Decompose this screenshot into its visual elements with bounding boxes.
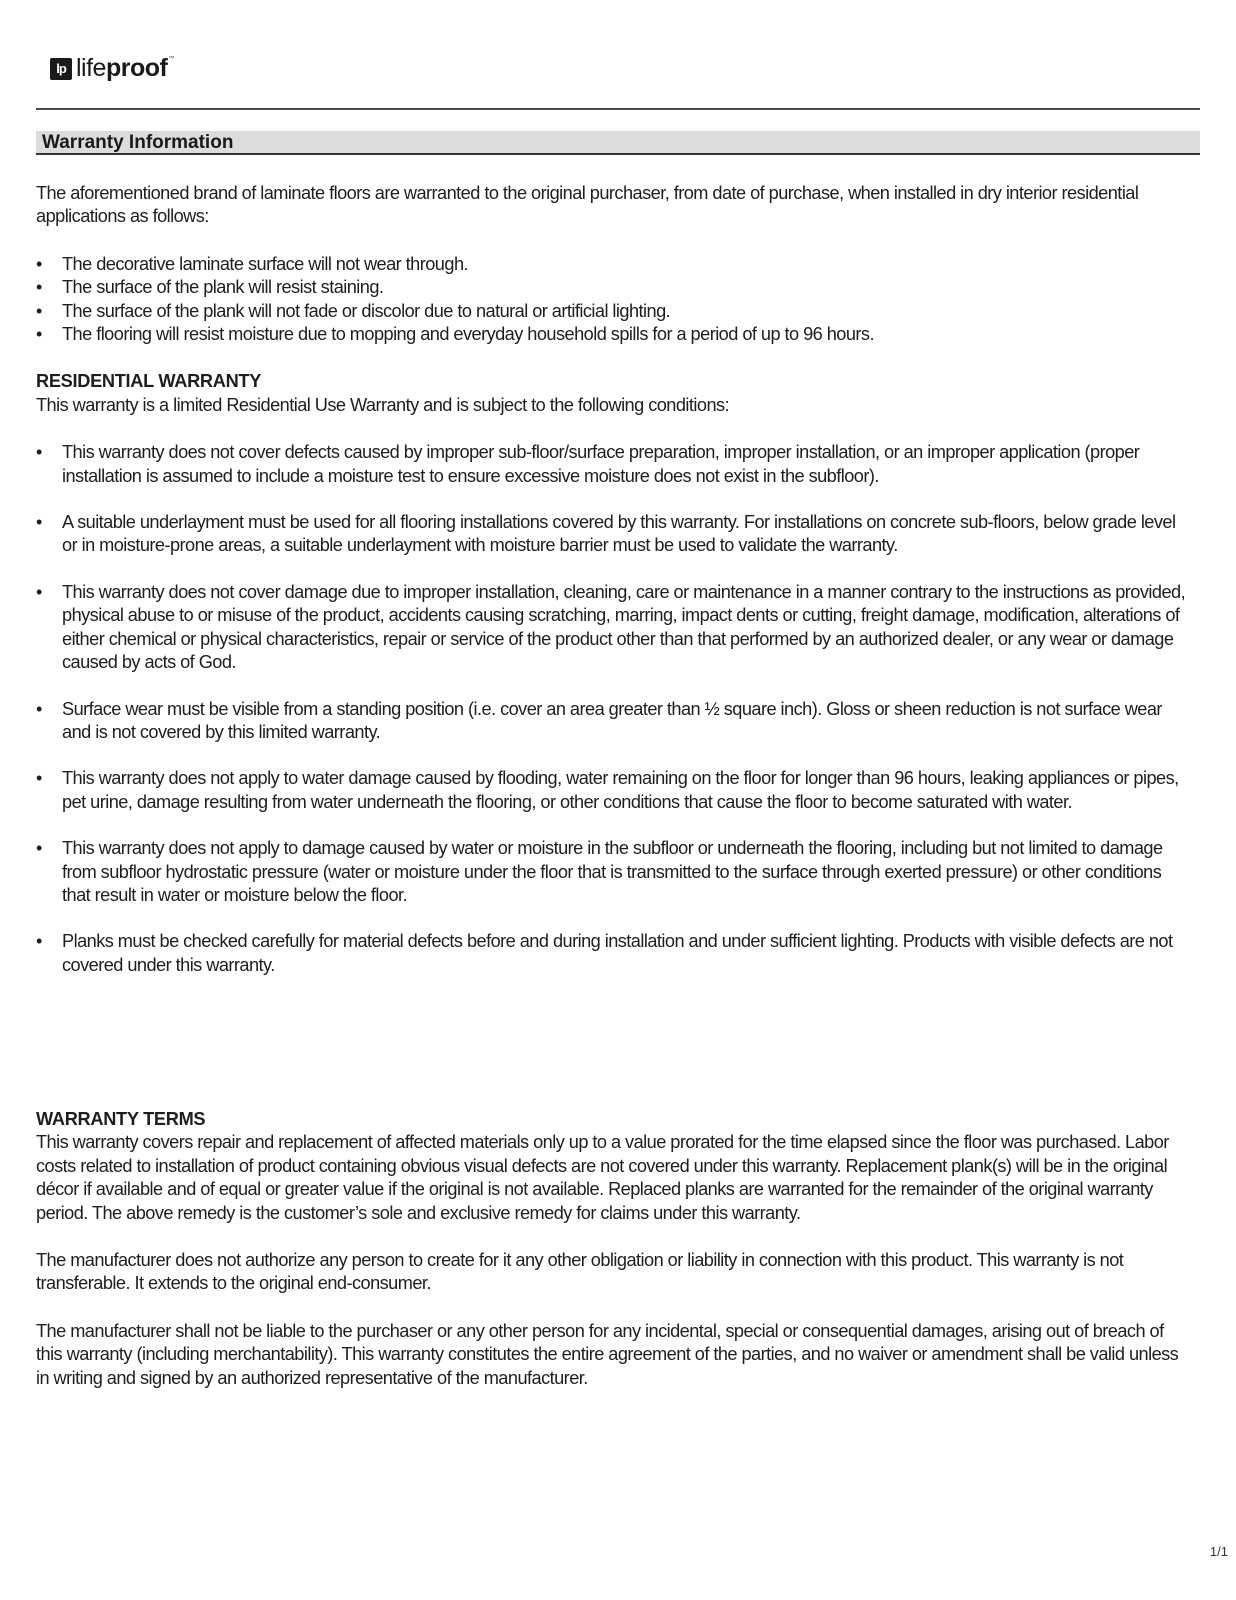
header-divider	[36, 108, 1200, 110]
list-item: • Planks must be checked carefully for material defects before and during installation and under sufficient lighting. Products with visible defects are not covered under this warranty.	[36, 930, 1186, 977]
warranty-terms-section	[36, 1108, 1186, 1390]
logo-text-light: life	[76, 54, 106, 82]
section-title-bar	[36, 131, 1200, 155]
warranty-terms-heading: WARRANTY TERMS	[36, 1109, 206, 1129]
terms-paragraph: The manufacturer does not authorize any person to create for it any other obligation or liability in connection with this product. This warranty is not transferable. It extends to the original end-consumer.	[36, 1250, 1124, 1294]
list-item: • A suitable underlayment must be used for all flooring installations covered by this warranty. For installations on concrete sub-floors, below grade level or in moisture-prone areas, a suitable underlayment with moisture barrier must be used to validate the warranty.	[36, 511, 1186, 558]
section-title: Warranty Information	[42, 132, 234, 153]
terms-paragraph: The manufacturer shall not be liable to the purchaser or any other person for any incidental, special or consequential damages, arising out of breach of this warranty (including merchantability). This warranty constitutes the entire agreement of the parties, and no waiver or amendment shall be valid unless in writing and signed by an authorized representative of the manufacturer.	[36, 1320, 1179, 1388]
residential-conditions-list	[36, 441, 1186, 977]
logo-mark-icon: lp	[50, 58, 72, 80]
logo-wordmark	[76, 56, 174, 81]
list-item: • This warranty does not apply to water damage caused by flooding, water remaining on the floor for longer than 96 hours, leaking appliances or pipes, pet urine, damage resulting from water underneath the flooring, or other conditions that cause the floor to become saturated with water.	[36, 767, 1186, 814]
list-item: • The decorative laminate surface will not wear through.	[36, 253, 1186, 276]
list-item: • This warranty does not cover defects caused by improper sub-floor/surface preparation, improper installation, or an improper application (proper installation is assumed to include a moisture test to ensure excessive moisture does not exist in the subfloor).	[36, 441, 1186, 488]
list-item: • The flooring will resist moisture due to mopping and everyday household spills for a period of up to 96 hours.	[36, 323, 1186, 346]
warranty-body	[36, 182, 1186, 977]
logo-text-bold: proof	[105, 54, 168, 82]
lifeproof-logo	[50, 56, 174, 81]
residential-lead: This warranty is a limited Residential Use Warranty and is subject to the following conditions:	[36, 394, 730, 415]
list-item: • This warranty does not apply to damage caused by water or moisture in the subfloor or underneath the flooring, including but not limited to damage from subfloor hydrostatic pressure (water or moisture under the floor that is transmitted to the surface through exerted pressure) or other conditions that result in water or moisture below the floor.	[36, 837, 1186, 907]
page-number: 1/1	[1209, 1544, 1228, 1559]
list-item: • The surface of the plank will not fade or discolor due to natural or artificial lighting.	[36, 300, 1186, 323]
terms-paragraph: This warranty covers repair and replacement of affected materials only up to a value prorated for the time elapsed since the floor was purchased. Labor costs related to installation of product containing obvious visual defects are not covered under this warranty. Replacement plank(s) will be in the original décor if available and of equal or greater value if the original is not available. Replaced planks are warranted for the remainder of the original warranty period. The above remedy is the customer’s sole and exclusive remedy for claims under this warranty.	[36, 1132, 1169, 1223]
list-item: • The surface of the plank will resist staining.	[36, 276, 1186, 299]
list-item: • This warranty does not cover damage due to improper installation, cleaning, care or maintenance in a manner contrary to the instructions as provided, physical abuse to or misuse of the product, accidents causing scratching, marring, impact dents or cutting, freight damage, modification, alterations of either chemical or physical characteristics, repair or service of the product other than that performed by an authorized dealer, or any wear or damage caused by acts of God.	[36, 581, 1186, 675]
intro-bullet-list	[36, 253, 1186, 347]
residential-warranty-heading: RESIDENTIAL WARRANTY	[36, 371, 262, 392]
list-item: • Surface wear must be visible from a standing position (i.e. cover an area greater than ½ square inch). Gloss or sheen reduction is not surface wear and is not covered by this limited warranty.	[36, 698, 1186, 745]
intro-paragraph: The aforementioned brand of laminate floors are warranted to the original purchaser, from date of purchase, when installed in dry interior residential applications as follows:	[36, 183, 1139, 227]
logo-trademark: ™	[168, 56, 174, 62]
